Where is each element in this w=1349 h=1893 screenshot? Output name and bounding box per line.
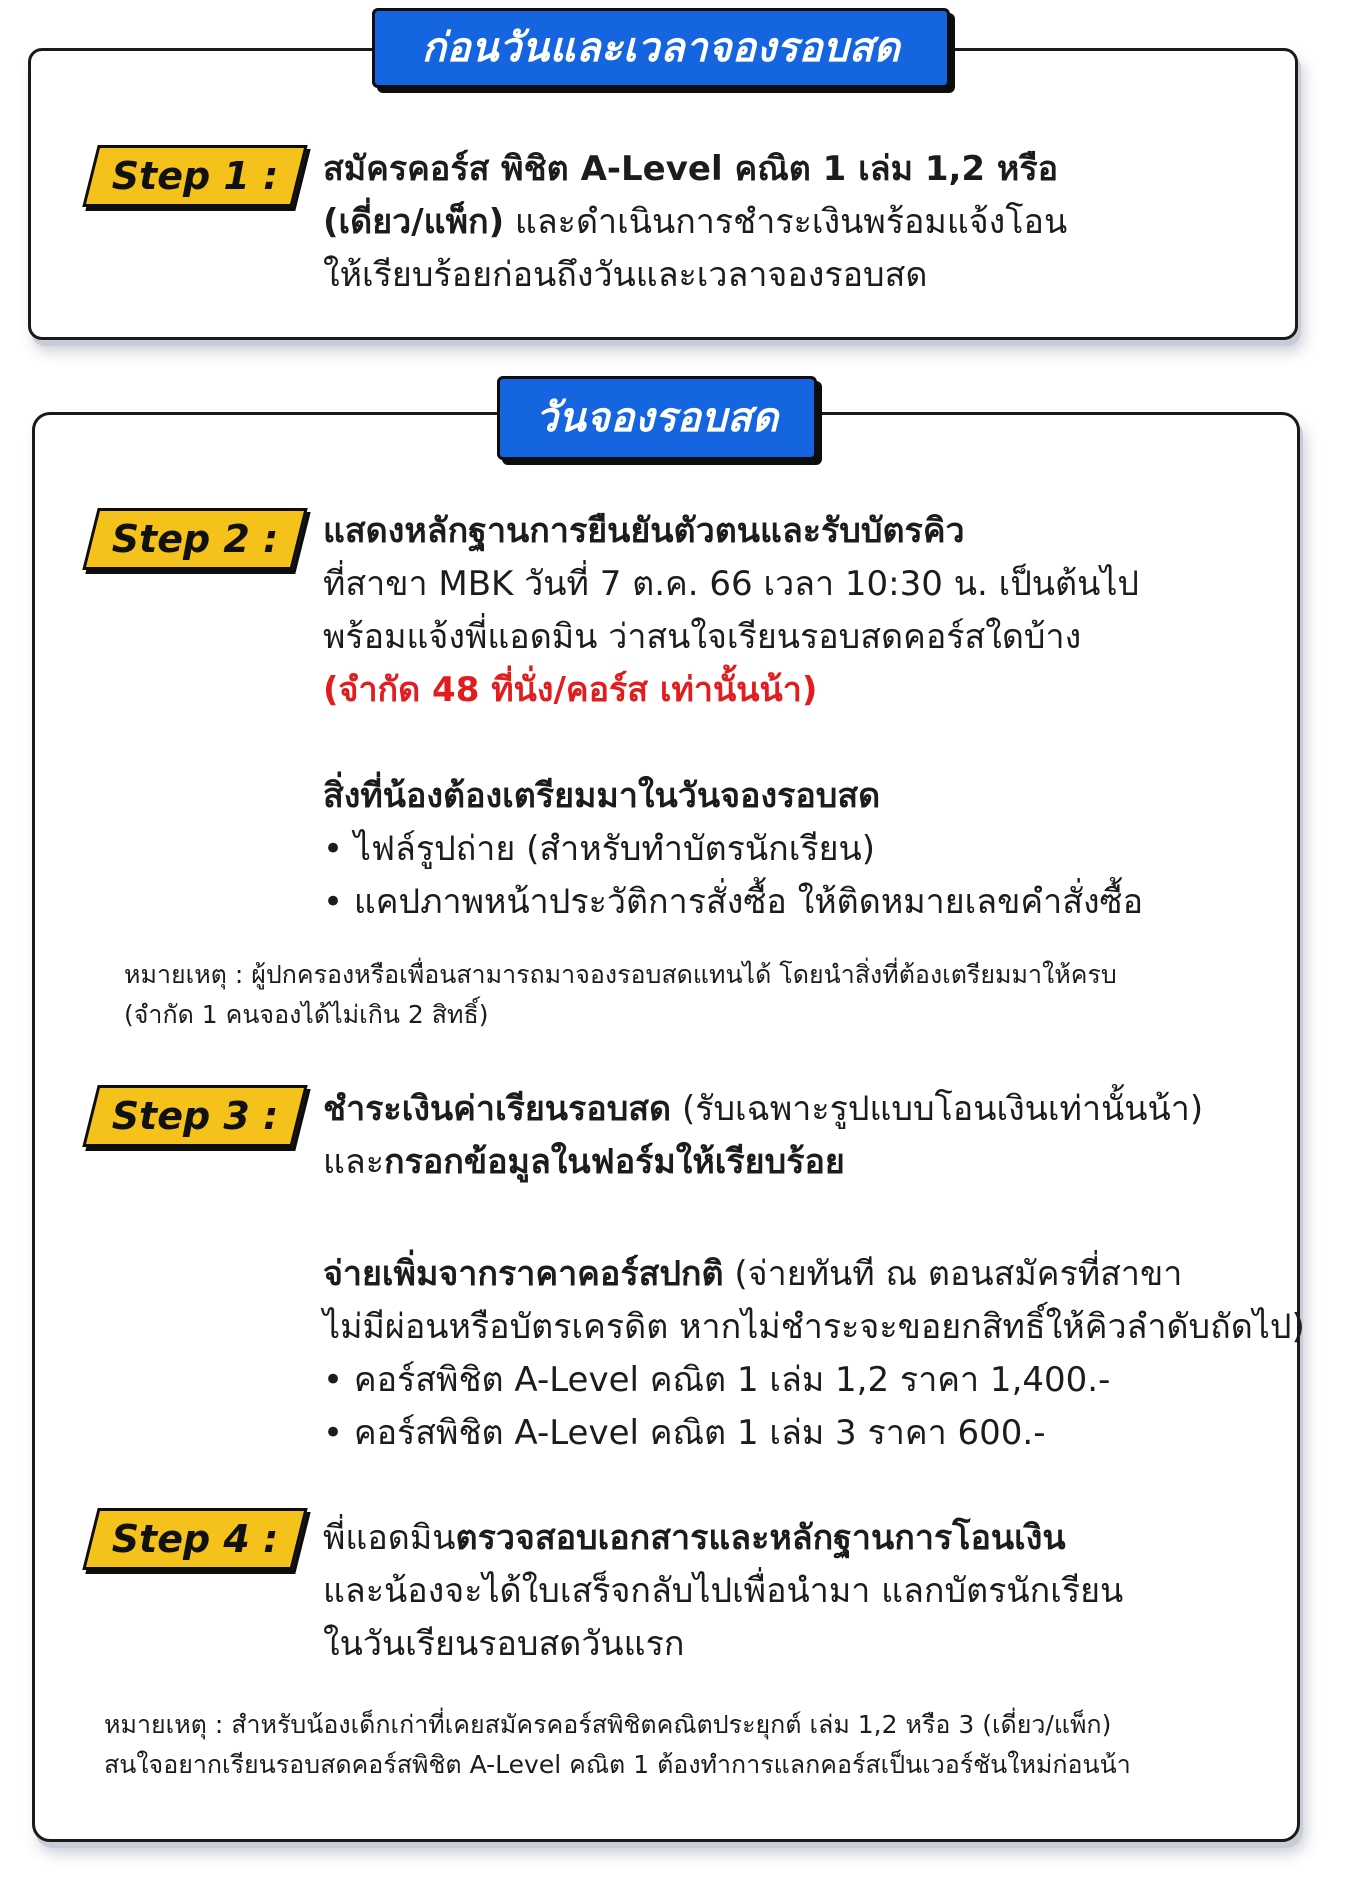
- step-4-text: [323, 1512, 1123, 1671]
- extra-payment-info: [323, 1248, 1305, 1460]
- seat-limit-note: (จำกัด 48 ที่นั่ง/คอร์ส เท่านั้นน้า): [323, 670, 818, 710]
- step-2-text: [323, 505, 1139, 717]
- step-4-line-1-bold: ตรวจสอบเอกสารและหลักฐานการโอนเงิน: [455, 1518, 1066, 1558]
- note-2: [104, 1705, 1131, 1785]
- step-3-line-2-bold: กรอกข้อมูลในฟอร์มให้เรียบร้อย: [384, 1142, 845, 1182]
- banner-title: วันจองรอบสด: [535, 395, 779, 441]
- step-3-line-1-rest: (รับเฉพาะรูปแบบโอนเงินเท่านั้นน้า): [671, 1089, 1204, 1129]
- step-4-line-3: ในวันเรียนรอบสดวันแรก: [323, 1624, 685, 1664]
- note-2-line-2: สนใจอยากเรียนรอบสดคอร์สพิชิต A-Level คณิต 1 ต้องทำการแลกคอร์สเป็นเวอร์ชันใหม่ก่อนน้า: [104, 1750, 1131, 1779]
- step-2-badge: [90, 508, 300, 570]
- step-4-badge: [90, 1508, 300, 1570]
- preparation-title: สิ่งที่น้องต้องเตรียมมาในวันจองรอบสด: [323, 776, 881, 816]
- step-4-line-1-pre: พี่แอดมิน: [323, 1518, 456, 1558]
- banner-title: ก่อนวันและเวลาจองรอบสด: [421, 25, 901, 71]
- step-2-label: Step 2 :: [111, 517, 279, 561]
- note-1-line-2: (จำกัด 1 คนจองได้ไม่เกิน 2 สิทธิ์): [124, 1000, 489, 1029]
- extra-line-1-bold: จ่ายเพิ่มจากราคาคอร์สปกติ: [323, 1254, 724, 1294]
- note-1-line-1: หมายเหตุ : ผู้ปกครองหรือเพื่อนสามารถมาจองรอบสดแทนได้ โดยนำสิ่งที่ต้องเตรียมมาให้ครบ: [124, 960, 1117, 989]
- list-item: • แคปภาพหน้าประวัติการสั่งซื้อ ให้ติดหมายเลขคำสั่งซื้อ: [323, 876, 1143, 929]
- step-1-line-3: ให้เรียบร้อยก่อนถึงวันและเวลาจองรอบสด: [323, 255, 928, 295]
- note-1: [124, 955, 1117, 1035]
- step-2-line-2: ที่สาขา MBK วันที่ 7 ต.ค. 66 เวลา 10:30 น. เป็นต้นไป: [323, 564, 1140, 604]
- booking-day-banner: [497, 376, 817, 460]
- step-1-label: Step 1 :: [111, 154, 279, 198]
- list-item: • ไฟล์รูปถ่าย (สำหรับทำบัตรนักเรียน): [323, 823, 1143, 876]
- step-3-line-2: [323, 1136, 1203, 1189]
- step-1-badge: [90, 145, 300, 207]
- list-item: • คอร์สพิชิต A-Level คณิต 1 เล่ม 3 ราคา 600.-: [323, 1407, 1305, 1460]
- step-3-label: Step 3 :: [111, 1094, 279, 1138]
- step-4-line-1: [323, 1512, 1123, 1565]
- preparation-list: [323, 770, 1143, 929]
- step-1-line-2-bold: (เดี่ยว/แพ็ก): [323, 202, 505, 242]
- step-1-line-2: [323, 196, 1067, 249]
- step-1-text: [323, 143, 1067, 302]
- step-3-badge: [90, 1085, 300, 1147]
- step-1-line-1: สมัครคอร์ส พิชิต A-Level คณิต 1 เล่ม 1,2 หรือ: [323, 149, 1059, 189]
- step-3-line-2-pre: และ: [323, 1142, 385, 1182]
- step-1-line-2-rest: และดำเนินการชำระเงินพร้อมแจ้งโอน: [504, 202, 1068, 242]
- note-2-line-1: หมายเหตุ : สำหรับน้องเด็กเก่าที่เคยสมัครคอร์สพิชิตคณิตประยุกต์ เล่ม 1,2 หรือ 3 (เดี่ยว/แพ็ก): [104, 1710, 1112, 1739]
- step-2-line-1: แสดงหลักฐานการยืนยันตัวตนและรับบัตรคิว: [323, 511, 965, 551]
- before-booking-banner: [372, 8, 950, 88]
- extra-line-1: [323, 1248, 1305, 1301]
- step-2-line-3: พร้อมแจ้งพี่แอดมิน ว่าสนใจเรียนรอบสดคอร์สใดบ้าง: [323, 617, 1082, 657]
- step-4-label: Step 4 :: [111, 1517, 279, 1561]
- step-3-text: [323, 1083, 1203, 1189]
- list-item: • คอร์สพิชิต A-Level คณิต 1 เล่ม 1,2 ราคา 1,400.-: [323, 1354, 1305, 1407]
- step-4-line-2: และน้องจะได้ใบเสร็จกลับไปเพื่อนำมา แลกบัตรนักเรียน: [323, 1571, 1124, 1611]
- extra-line-1-rest: (จ่ายทันที ณ ตอนสมัครที่สาขา: [723, 1254, 1183, 1294]
- step-3-line-1: [323, 1083, 1203, 1136]
- step-3-line-1-bold: ชำระเงินค่าเรียนรอบสด: [323, 1089, 672, 1129]
- extra-line-2: ไม่มีผ่อนหรือบัตรเครดิต หากไม่ชำระจะขอยกสิทธิ์ให้คิวลำดับถัดไป): [323, 1307, 1305, 1347]
